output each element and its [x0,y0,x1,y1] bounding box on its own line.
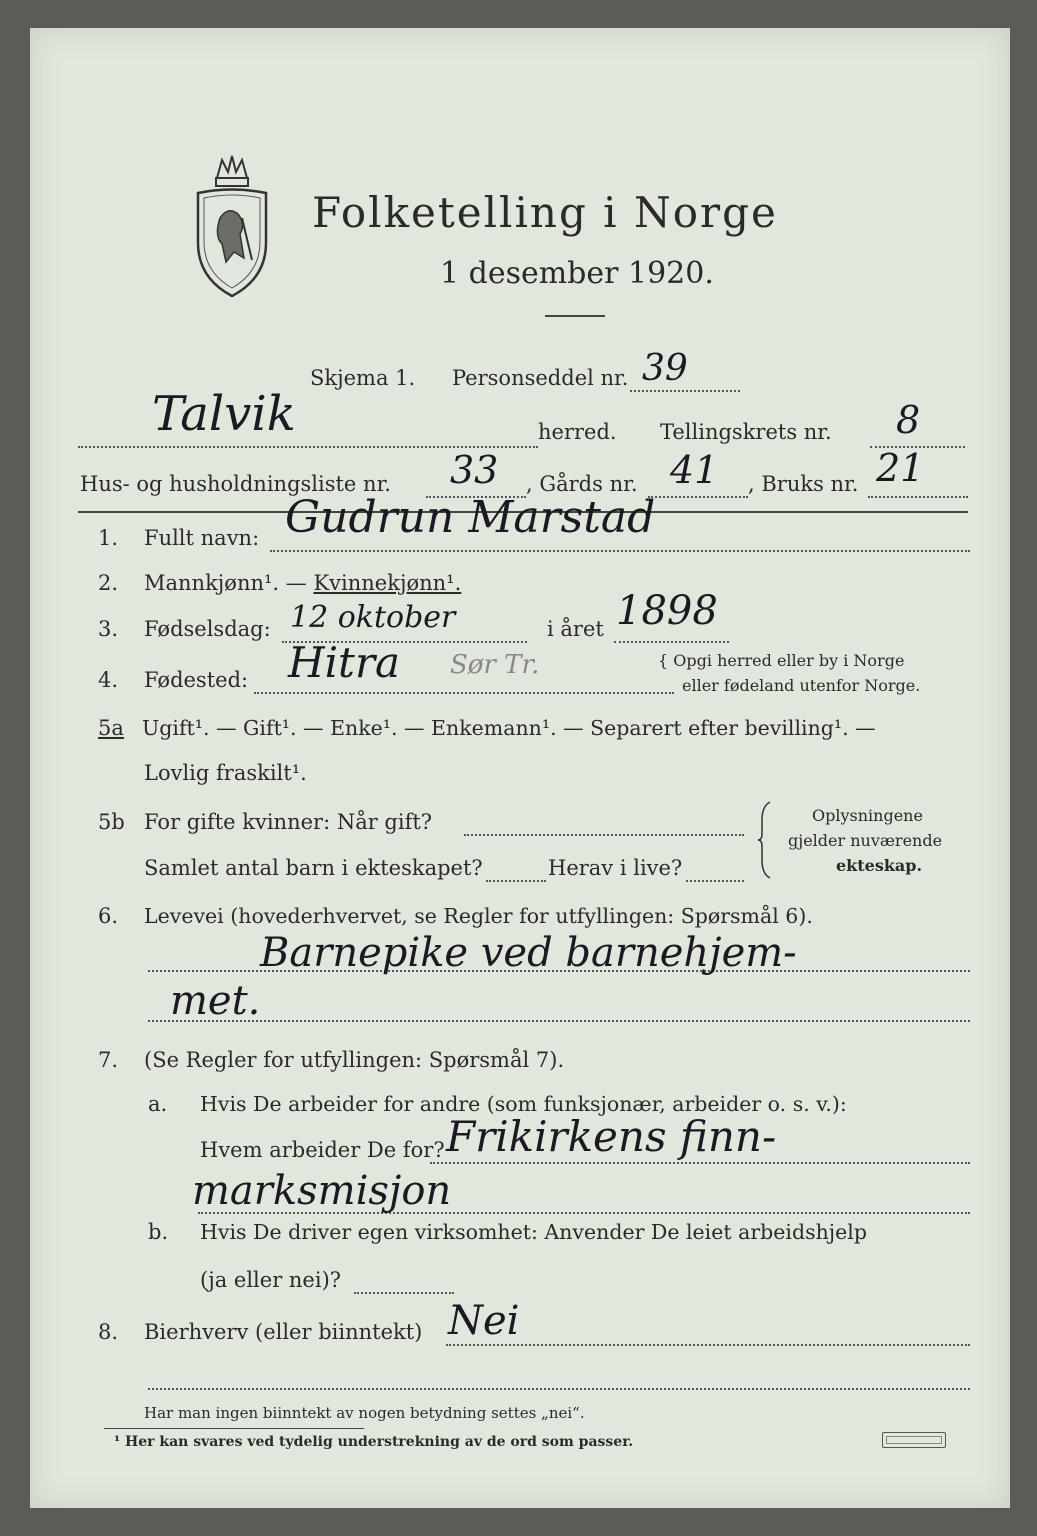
q2-number: 2. [98,571,119,595]
female-option[interactable]: Kvinnekjønn¹. [313,571,462,595]
gards-value[interactable]: 41 [670,448,719,492]
q3-label: Fødselsdag: [144,617,271,641]
birthday-value[interactable]: 12 oktober [290,600,456,635]
q7a-line1: Hvis De arbeider for andre (som funksjonær, arbeider o. s. v.): [200,1092,847,1116]
q4-label: Fødested: [144,668,249,692]
footer-note: Har man ingen biinntekt av nogen betydning settes „nei“. [144,1404,585,1422]
option-separator: — [279,571,314,595]
coat-of-arms-icon [192,148,272,298]
q7b-line2: (ja eller nei)? [200,1268,342,1292]
brace-icon [758,800,772,880]
husliste-label: Hus- og husholdningsliste nr. [80,472,391,496]
personseddel-value[interactable]: 39 [642,348,688,389]
q5b-note2: gjelder nuværende [788,831,943,850]
q8-label: Bierhverv (eller biinntekt) [144,1320,423,1344]
marital-status-options-cont[interactable]: Lovlig fraskilt¹. [144,761,307,785]
q5b-line1: For gifte kvinner: Når gift? [144,810,433,834]
birthplace-extra[interactable]: Sør Tr. [450,650,540,680]
full-name-value[interactable]: Gudrun Marstad [285,492,656,543]
employer-value-line1[interactable]: Frikirkens finn- [446,1112,777,1161]
herred-label: herred. [538,420,617,444]
q7-label: (Se Regler for utfyllingen: Spørsmål 7). [144,1048,565,1072]
q5b-line2b: Herav i live? [548,856,683,880]
q4-note-line1: { Opgi herred eller by i Norge [658,651,905,670]
gards-label: , Gårds nr. [526,472,638,496]
q7b-line1: Hvis De driver egen virksomhet: Anvender De leiet arbeidshjelp [200,1220,867,1244]
tellingskrets-label: Tellingskrets nr. [660,420,832,444]
birth-year-value[interactable]: 1898 [616,588,718,634]
bruks-label: , Bruks nr. [748,472,859,496]
q4-number: 4. [98,668,119,692]
bruks-value[interactable]: 21 [876,446,925,490]
q3-number: 3. [98,617,119,641]
personseddel-label: Personseddel nr. [452,366,629,390]
census-date: 1 desember 1920. [440,256,714,291]
footnote: ¹ Her kan svares ved tydelig understrekning av de ord som passer. [114,1434,634,1450]
q5b-line2a: Samlet antal barn i ekteskapet? [144,856,483,880]
herred-value[interactable]: Talvik [152,386,296,442]
occupation-value-line1[interactable]: Barnepike ved barnehjem- [260,930,797,976]
q1-label: Fullt navn: [144,526,260,550]
marital-status-options[interactable]: Ugift¹. — Gift¹. — Enke¹. — Enkemann¹. — Separert efter bevilling¹. — [142,716,876,740]
tellingskrets-value[interactable]: 8 [896,398,921,442]
q1-number: 1. [98,526,119,550]
q5b-note1: Oplysningene [812,806,923,825]
year-label: i året [547,617,604,641]
form-title: Folketelling i Norge [312,188,778,237]
q5a-number: 5a [98,716,124,740]
q6-label: Levevei (hovederhvervet, se Regler for utfyllingen: Spørsmål 6). [144,904,813,928]
printer-stamp [882,1432,946,1448]
q7-number: 7. [98,1048,119,1072]
q5b-number: 5b [98,810,125,834]
employer-value-line2[interactable]: marksmisjon [192,1168,452,1214]
q7a-letter: a. [148,1092,168,1116]
q8-number: 8. [98,1320,119,1344]
husliste-value[interactable]: 33 [450,448,499,492]
q6-number: 6. [98,904,119,928]
q5b-note3: ekteskap. [836,856,923,875]
q4-note-line2: eller fødeland utenfor Norge. [682,676,921,695]
male-option[interactable]: Mannkjønn¹. [144,571,280,595]
side-income-value[interactable]: Nei [448,1298,520,1344]
q7a-line2: Hvem arbeider De for? [200,1138,445,1162]
skjema-label: Skjema 1. [310,366,416,390]
q7b-letter: b. [148,1220,169,1244]
census-form [30,28,1010,1508]
occupation-value-line2[interactable]: met. [170,978,261,1024]
birthplace-value[interactable]: Hitra [288,638,401,687]
